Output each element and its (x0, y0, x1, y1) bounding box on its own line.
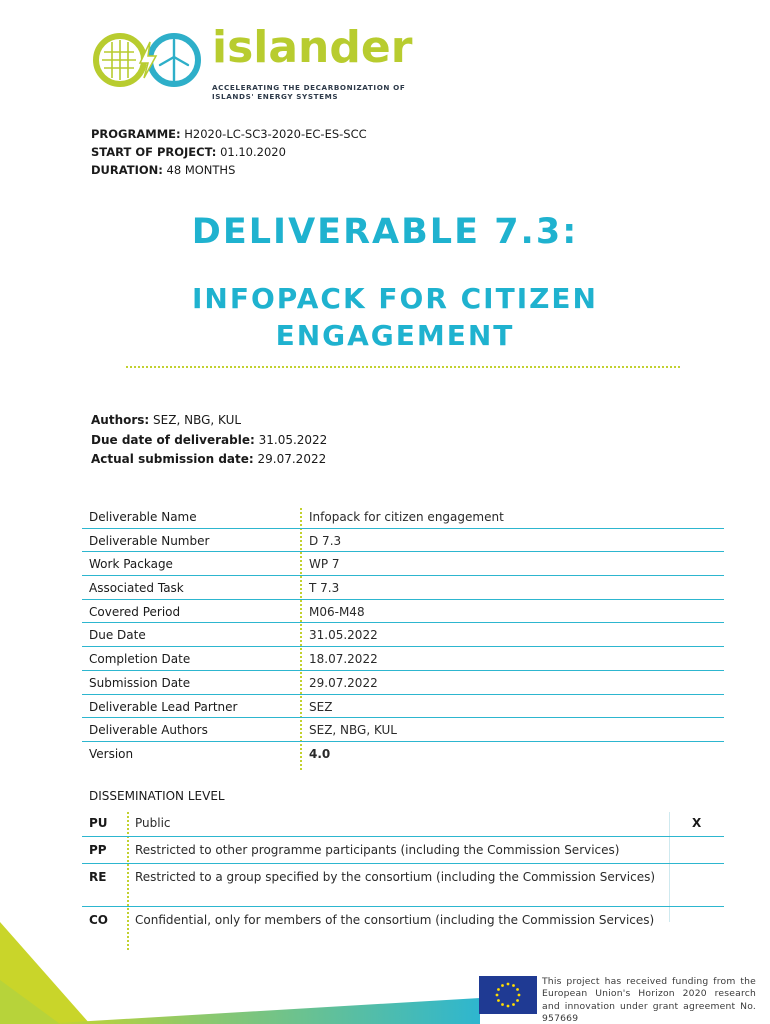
meta-start: START OF PROJECT: 01.10.2020 (91, 145, 286, 159)
table-row: Completion Date 18.07.2022 (82, 647, 724, 671)
submission-date-line: Actual submission date: 29.07.2022 (91, 452, 327, 466)
meta-programme: PROGRAMME: H2020-LC-SC3-2020-EC-ES-SCC (91, 127, 367, 141)
dissemination-title: DISSEMINATION LEVEL (89, 789, 225, 803)
table-row: PP Restricted to other programme participants (including the Commission Services) (82, 837, 724, 864)
eu-star-icon (497, 999, 500, 1002)
eu-star-icon (496, 994, 499, 997)
eu-star-icon (512, 984, 515, 987)
eu-star-icon (512, 1003, 515, 1006)
due-date-line: Due date of deliverable: 31.05.2022 (91, 432, 328, 447)
eu-star-icon (516, 999, 519, 1002)
table-row: Deliverable Authors SEZ, NBG, KUL (82, 718, 724, 742)
eu-star-icon (516, 988, 519, 991)
eu-star-icon (501, 1003, 504, 1006)
table-row: Deliverable Number D 7.3 (82, 529, 724, 553)
title-divider (126, 366, 680, 368)
table-row: Version 4.0 (89, 746, 331, 761)
table-row: Deliverable Name Infopack for citizen engagement (82, 505, 724, 529)
table-row: PU Public X (82, 810, 724, 837)
table-row: CO Confidential, only for members of the consortium (including the Commission Services) (89, 913, 655, 927)
eu-star-icon (507, 1005, 510, 1008)
meta-duration: DURATION: 48 MONTHS (91, 163, 236, 177)
table-row: Deliverable Lead Partner SEZ (82, 695, 724, 719)
deliverable-info-table (82, 505, 724, 766)
logo-tagline: ACCELERATING THE DECARBONIZATION OF ISLANDS' ENERGY SYSTEMS (212, 83, 406, 101)
authors-block (91, 411, 327, 470)
project-meta (91, 125, 367, 179)
table-row: Work Package WP 7 (82, 552, 724, 576)
funding-statement: This project has received funding from the European Union's Horizon 2020 research and innovation under grant agreement No. 957669 (542, 976, 756, 1024)
logo-mark-icon (90, 30, 210, 90)
eu-star-icon (518, 994, 521, 997)
table-row: RE Restricted to a group specified by the consortium (including the Commission Services) (82, 864, 724, 907)
table-row: Due Date 31.05.2022 (82, 623, 724, 647)
eu-star-icon (497, 988, 500, 991)
deliverable-subtitle: INFOPACK FOR CITIZEN ENGAGEMENT (192, 282, 598, 352)
islander-logo (90, 22, 420, 101)
corner-decoration (0, 920, 480, 1024)
deliverable-title: DELIVERABLE 7.3: (191, 212, 579, 252)
eu-flag-icon (479, 976, 537, 1014)
authors-line: Authors: SEZ, NBG, KUL (91, 413, 242, 427)
table-row: Associated Task T 7.3 (82, 576, 724, 600)
eu-star-icon (501, 984, 504, 987)
table-row: Submission Date 29.07.2022 (82, 671, 724, 695)
logo-wordmark: islander (212, 22, 413, 73)
table-row: Covered Period M06-M48 (82, 600, 724, 624)
selected-mark: X (692, 816, 702, 830)
eu-star-icon (507, 983, 510, 986)
